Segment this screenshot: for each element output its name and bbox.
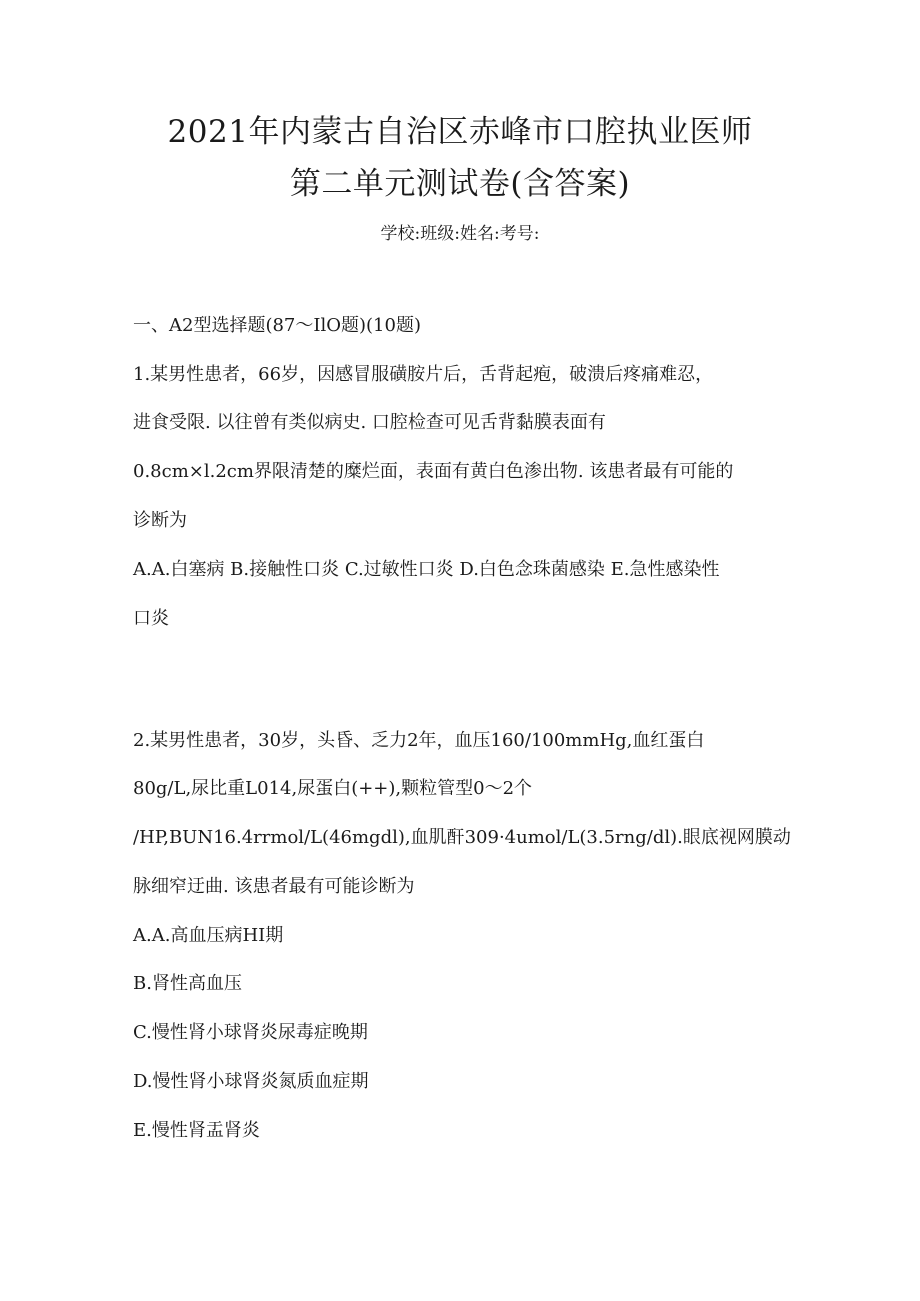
question-2-line-3: /HP,BUN16.4rrmol/L(46mgdl),血肌酐309·4umol/L(3.5rng/dl).眼底视网膜动 xyxy=(133,827,791,848)
question-2-option-e: E.慢性肾盂肾炎 xyxy=(133,1120,260,1141)
section-heading: 一、A2型选择题(87～IlO题)(10题) xyxy=(133,315,421,336)
document-title-line-1: 2021年内蒙古自治区赤峰市口腔执业医师 xyxy=(167,114,753,150)
question-1-options-line-2: 口炎 xyxy=(133,608,169,629)
question-2-line-2: 80g/L,尿比重L014,尿蛋白(++),颗粒管型0～2个 xyxy=(133,778,533,799)
question-2-option-a: A.A.高血压病HI期 xyxy=(133,925,284,946)
question-2-line-4: 脉细窄迂曲. 该患者最有可能诊断为 xyxy=(133,876,415,897)
student-info-line: 学校:班级:姓名:考号: xyxy=(380,224,540,244)
question-2-option-b: B.肾性高血压 xyxy=(133,973,242,994)
question-1-line-3: 0.8cm×l.2cm界限清楚的糜烂面，表面有黄白色渗出物. 该患者最有可能的 xyxy=(133,461,734,482)
question-2-option-c: C.慢性肾小球肾炎尿毒症晚期 xyxy=(133,1022,368,1043)
question-2-line-1: 2.某男性患者，30岁，头昏、乏力2年，血压160/100mmHg,血红蛋白 xyxy=(133,730,705,751)
question-1-line-1: 1.某男性患者，66岁，因感冒服磺胺片后，舌背起疱，破溃后疼痛难忍， xyxy=(133,364,714,385)
question-1-options-line-1: A.A.白塞病 B.接触性口炎 C.过敏性口炎 D.白色念珠菌感染 E.急性感染性 xyxy=(133,559,720,580)
question-2-option-d: D.慢性肾小球肾炎氮质血症期 xyxy=(133,1071,369,1092)
question-1-line-4: 诊断为 xyxy=(133,510,187,531)
document-title-line-2: 第二单元测试卷(含答案) xyxy=(289,166,631,202)
question-1-line-2: 进食受限. 以往曾有类似病史. 口腔检查可见舌背黏膜表面有 xyxy=(133,412,606,433)
